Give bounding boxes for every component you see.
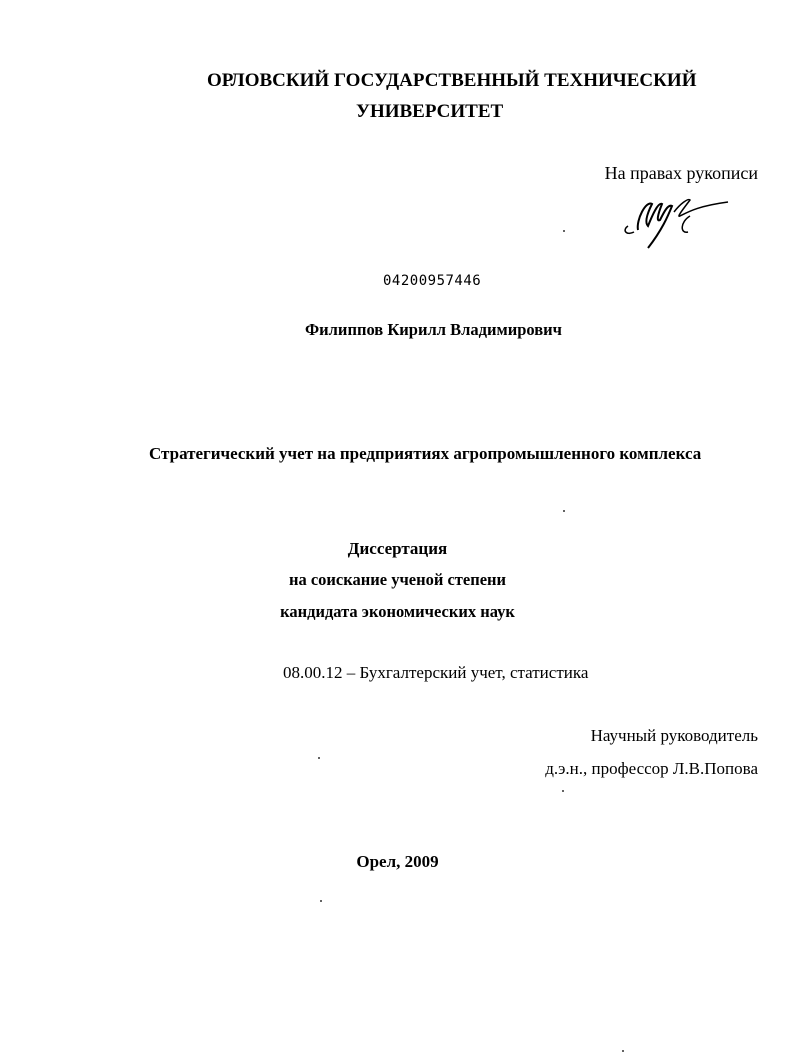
manuscript-note: На правах рукописи (604, 163, 758, 183)
signature-icon (618, 190, 730, 252)
degree-line-3: кандидата экономических наук (280, 602, 515, 621)
specialty: 08.00.12 – Бухгалтерский учет, статистика (283, 663, 589, 682)
degree-line-1: Диссертация (347, 539, 448, 558)
author-name: Филиппов Кирилл Владимирович (305, 320, 562, 339)
dissertation-title: Стратегический учет на предприятиях агропромышленного комплекса (149, 444, 702, 463)
degree-line-2: на соискание ученой степени (288, 570, 507, 589)
supervisor-name: д.э.н., профессор Л.В.Попова (545, 759, 758, 778)
supervisor-label: Научный руководитель (590, 726, 758, 745)
catalog-number: 04200957446 (383, 273, 482, 289)
institution-line-2: УНИВЕРСИТЕТ (356, 101, 504, 122)
institution-line-1: ОРЛОВСКИЙ ГОСУДАРСТВЕННЫЙ ТЕХНИЧЕСКИЙ (207, 70, 697, 91)
place-year: Орел, 2009 (356, 852, 439, 871)
